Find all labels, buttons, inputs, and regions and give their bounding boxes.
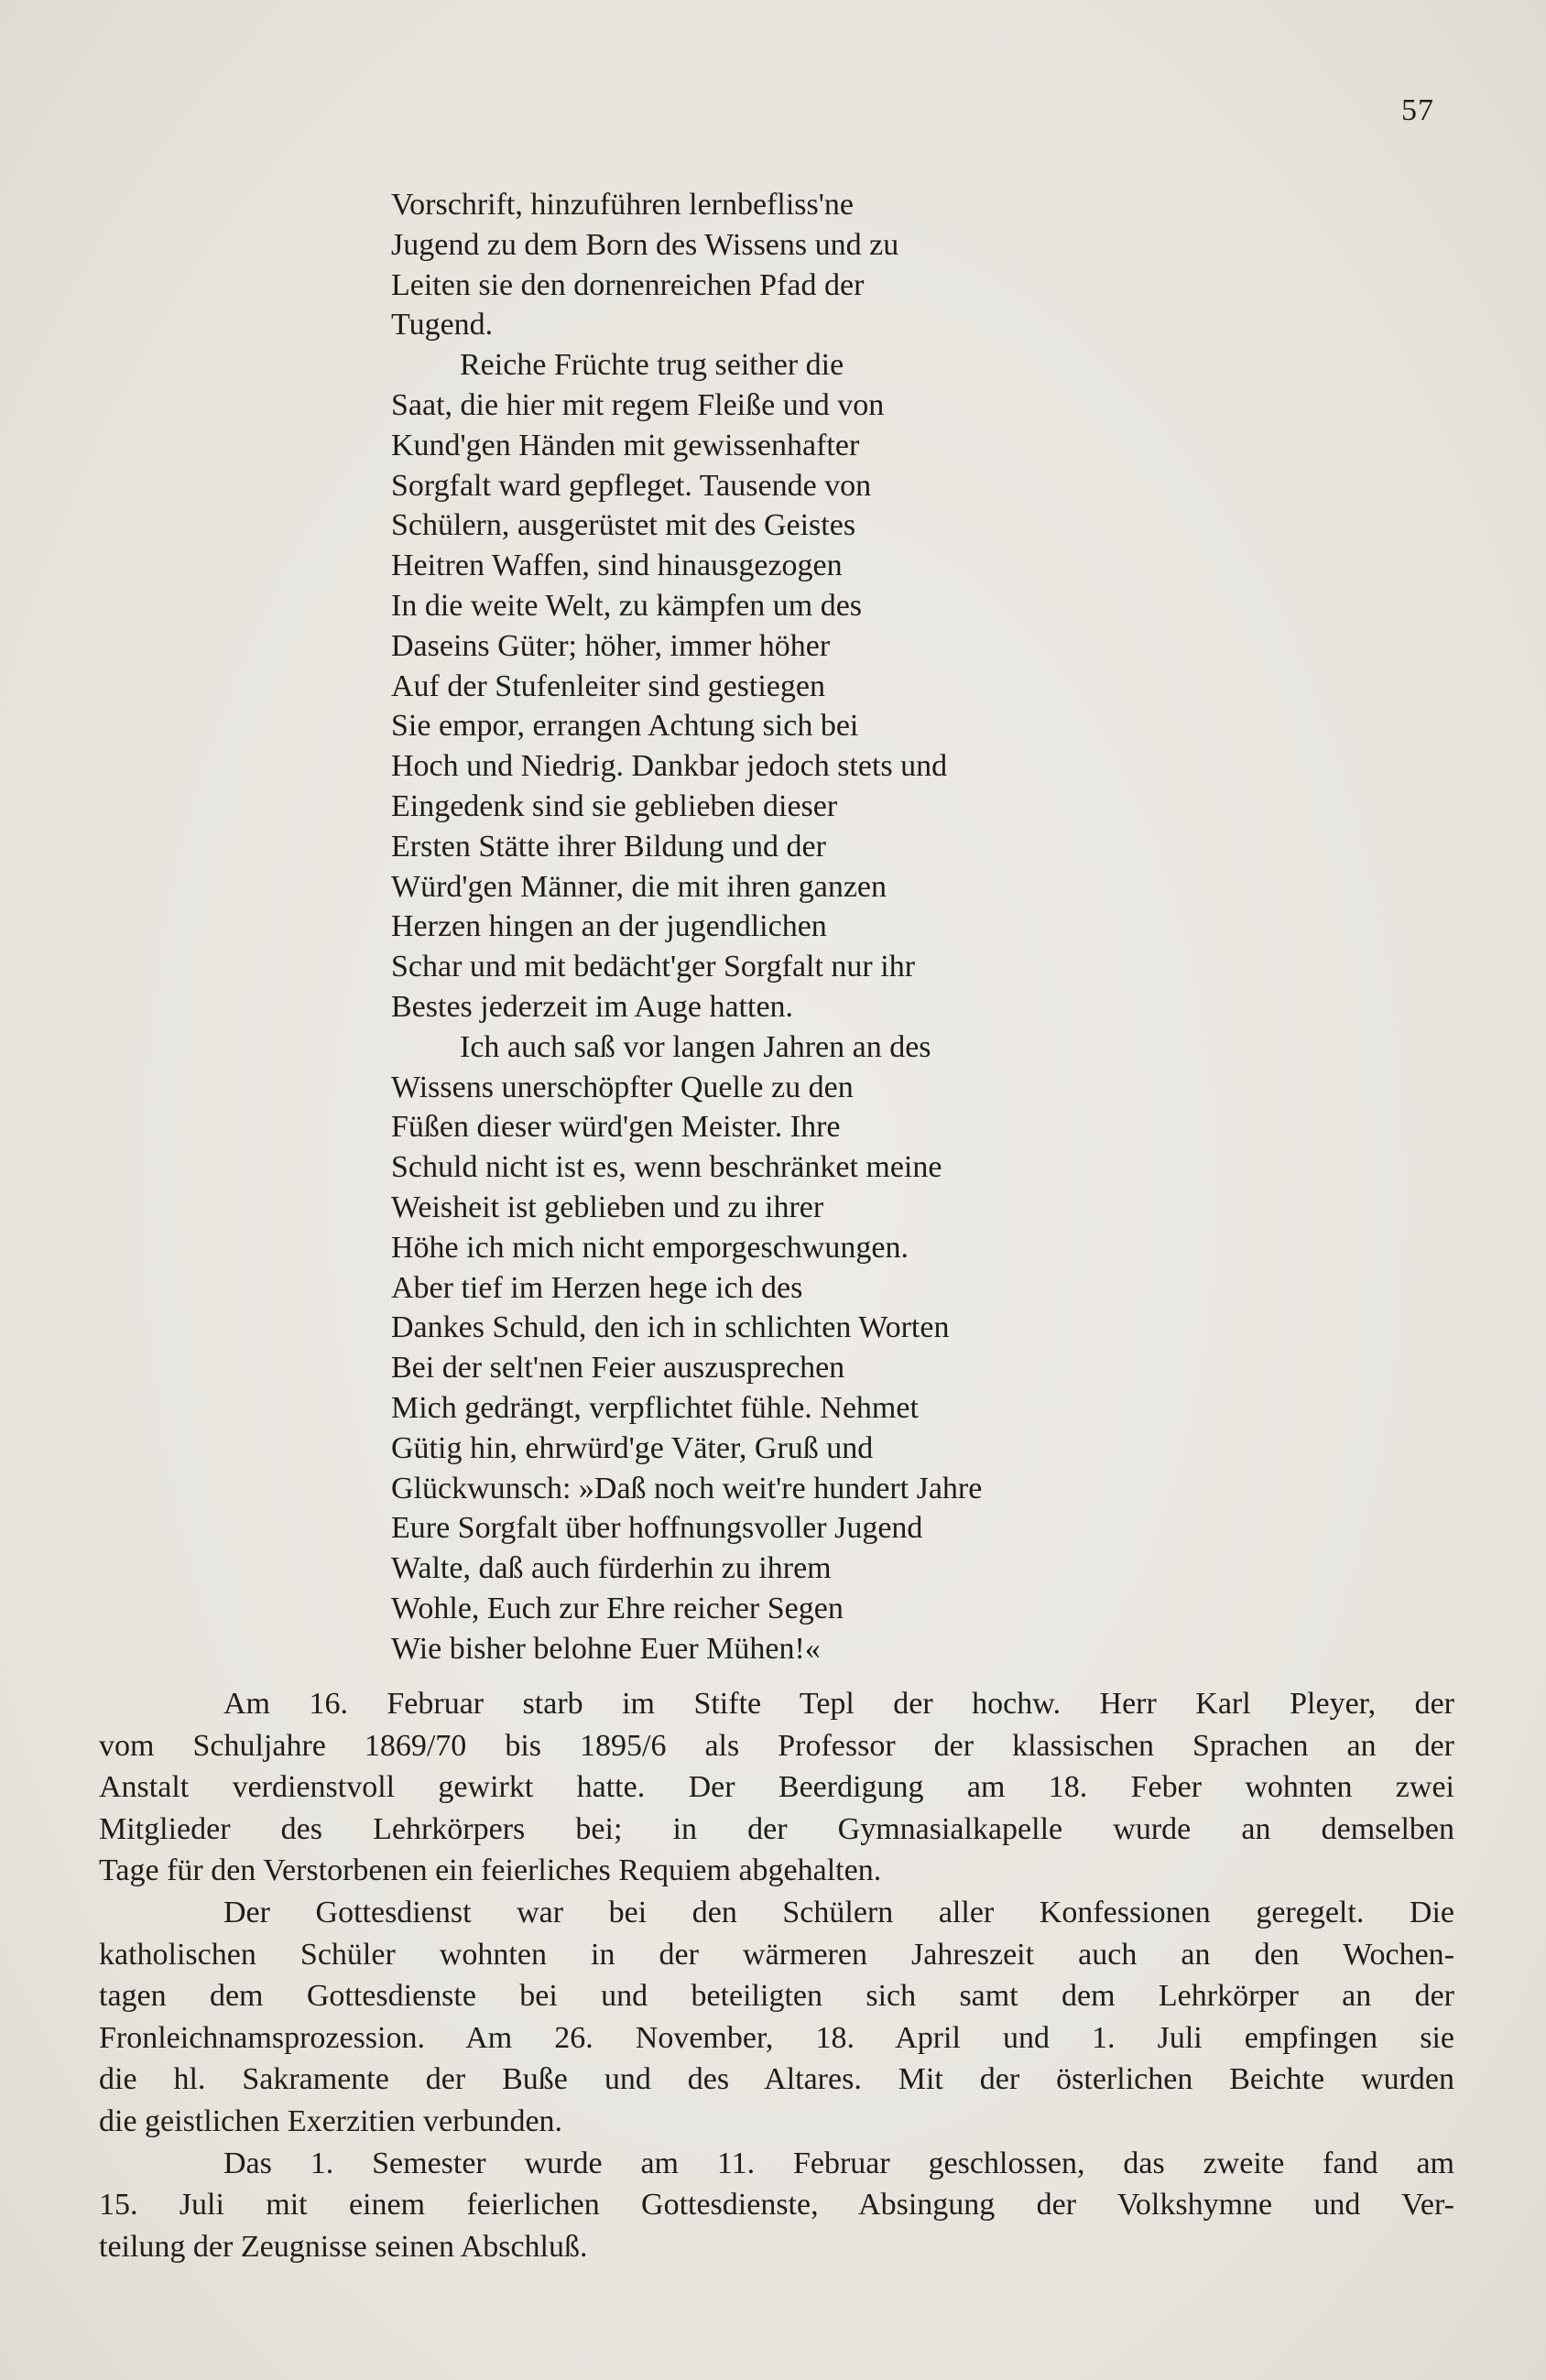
- poem-line: Hoch und Niedrig. Dankbar jedoch stets und: [391, 749, 948, 784]
- poem-line: Weisheit ist geblieben und zu ihrer: [391, 1190, 824, 1224]
- poem-line: Vorschrift, hinzuführen lernbefliss'ne: [391, 188, 854, 222]
- poem-line: Glückwunsch: »Daß noch weit're hundert Jahre: [391, 1471, 983, 1505]
- poem-line: In die weite Welt, zu kämpfen um des: [391, 588, 863, 623]
- poem-line: Mich gedrängt, verpflichtet fühle. Nehmet: [391, 1390, 919, 1425]
- page-number: 57: [1401, 93, 1434, 127]
- poem-line: Würd'gen Männer, die mit ihren ganzen: [391, 869, 887, 904]
- poem-line: Wissens unerschöpfter Quelle zu den: [391, 1070, 854, 1104]
- prose-line: vom Schuljahre 1869/70 bis 1895/6 als Professor der klassischen Sprachen an der: [99, 1728, 1454, 1763]
- poem-line: Heitren Waffen, sind hinausgezogen: [391, 549, 843, 583]
- poem-line: Schar und mit bedächt'ger Sorgfalt nur ihr: [391, 950, 916, 984]
- prose-line: tagen dem Gottesdienste bei und beteiligten sich samt dem Lehrkörper an der: [99, 1979, 1454, 2014]
- poem-line: Schülern, ausgerüstet mit des Geistes: [391, 508, 856, 543]
- poem-line: Füßen dieser würd'gen Meister. Ihre: [391, 1110, 841, 1145]
- prose-line: Tage für den Verstorbenen ein feierliches Requiem abgehalten.: [99, 1853, 882, 1888]
- poem-line: Wohle, Euch zur Ehre reicher Segen: [391, 1591, 844, 1625]
- prose-line: Am 16. Februar starb im Stifte Tepl der hochw. Herr Karl Pleyer, der: [223, 1687, 1454, 1721]
- prose-block: [99, 1683, 1454, 2267]
- prose-line: teilung der Zeugnisse seinen Abschluß.: [99, 2229, 588, 2264]
- prose-line: Mitglieder des Lehrkörpers bei; in der Gymnasialkapelle wurde an demselben: [99, 1811, 1454, 1846]
- poem-line: Schuld nicht ist es, wenn beschränket meine: [391, 1150, 942, 1185]
- prose-line: katholischen Schüler wohnten in der wärmeren Jahreszeit auch an den Wochen-: [99, 1937, 1454, 1972]
- prose-line: Das 1. Semester wurde am 11. Februar geschlossen, das zweite fand am: [223, 2146, 1454, 2180]
- prose-line: die hl. Sakramente der Buße und des Altares. Mit der österlichen Beichte wurden: [99, 2062, 1454, 2097]
- poem-line: Eingedenk sind sie geblieben dieser: [391, 788, 838, 823]
- prose-line: Anstalt verdienstvoll gewirkt hatte. Der Beerdigung am 18. Feber wohnten zwei: [99, 1770, 1454, 1805]
- poem-line: Walte, daß auch fürderhin zu ihrem: [391, 1551, 832, 1586]
- poem-line: Ich auch saß vor langen Jahren an des: [460, 1029, 931, 1064]
- poem-line: Wie bisher belohne Euer Mühen!«: [391, 1631, 821, 1666]
- poem-line: Kund'gen Händen mit gewissenhafter: [391, 428, 860, 462]
- poem-line: Reiche Früchte trug seither die: [460, 348, 844, 383]
- poem-line: Tugend.: [391, 308, 494, 342]
- poem-line: Eure Sorgfalt über hoffnungsvoller Jugend: [391, 1511, 923, 1546]
- poem-line: Daseins Güter; höher, immer höher: [391, 628, 831, 663]
- prose-line: Der Gottesdienst war bei den Schülern aller Konfessionen geregelt. Die: [223, 1895, 1454, 1929]
- poem-line: Leiten sie den dornenreichen Pfad der: [391, 267, 865, 302]
- poem-block: [391, 185, 1444, 1668]
- poem-line: Auf der Stufenleiter sind gestiegen: [391, 668, 825, 703]
- poem-line: Jugend zu dem Born des Wissens und zu: [391, 227, 899, 262]
- poem-line: Höhe ich mich nicht emporgeschwungen.: [391, 1230, 909, 1265]
- prose-line: 15. Juli mit einem feierlichen Gottesdienste, Absingung der Volkshymne und Ver-: [99, 2188, 1454, 2222]
- prose-line: Fronleichnamsprozession. Am 26. November, 18. April und 1. Juli empfingen sie: [99, 2020, 1454, 2055]
- poem-line: Dankes Schuld, den ich in schlichten Worten: [391, 1310, 950, 1345]
- poem-line: Aber tief im Herzen hege ich des: [391, 1270, 803, 1305]
- poem-line: Bei der selt'nen Feier auszusprechen: [391, 1351, 845, 1386]
- poem-line: Sie empor, errangen Achtung sich bei: [391, 709, 859, 744]
- poem-line: Bestes jederzeit im Auge hatten.: [391, 989, 794, 1024]
- poem-line: Sorgfalt ward gepfleget. Tausende von: [391, 468, 872, 503]
- poem-line: Gütig hin, ehrwürd'ge Väter, Gruß und: [391, 1430, 874, 1465]
- poem-line: Ersten Stätte ihrer Bildung und der: [391, 829, 826, 864]
- prose-line: die geistlichen Exerzitien verbunden.: [99, 2103, 563, 2138]
- poem-line: Herzen hingen an der jugendlichen: [391, 909, 827, 944]
- poem-line: Saat, die hier mit regem Fleiße und von: [391, 387, 885, 422]
